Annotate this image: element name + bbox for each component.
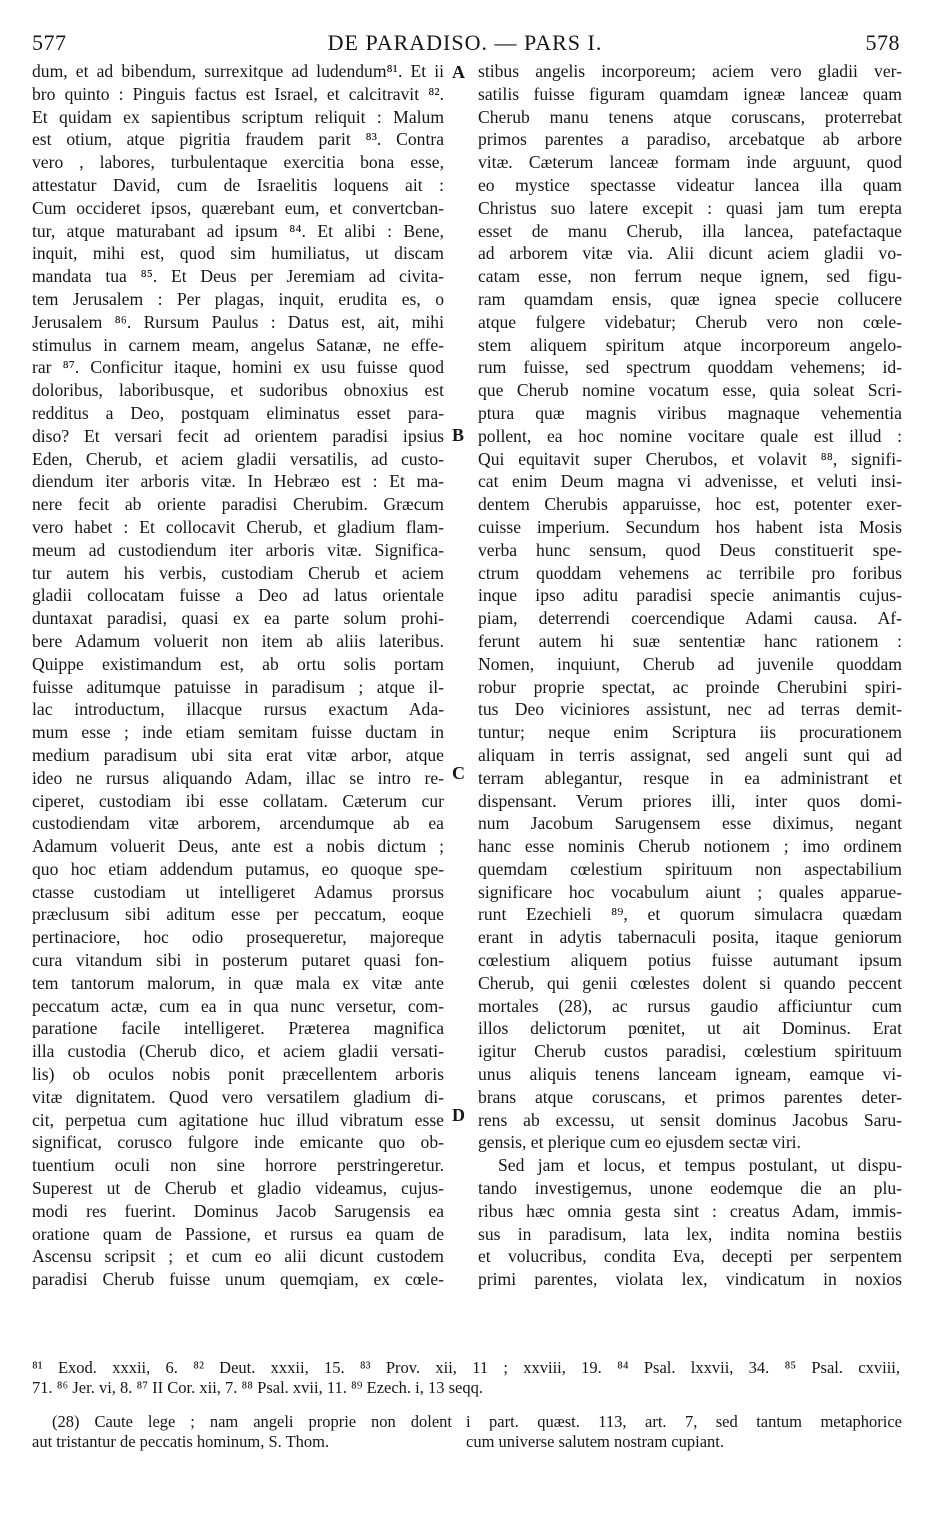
footnote-right <box>466 1412 902 1452</box>
left-column-line: cura vitandum sibi in posterum putaret quasi fon- <box>32 950 444 971</box>
right-column-line: unus aliquis tenens lanceam igneam, eamque vi- <box>478 1064 902 1085</box>
right-column-line: ferunt autem hi suæ sententiæ hanc rationem : <box>478 630 902 651</box>
left-column-line: Jerusalem ⁸⁶. Rursum Paulus : Datus est, ait, mihi <box>32 311 444 332</box>
right-column-line: satilis fuisse figuram quamdam igneæ lanceæ quam <box>478 83 902 104</box>
left-column-line: Et quidam ex sapientibus scriptum reliquit : Malum <box>32 106 444 127</box>
right-column-line: atque fulgere videbatur; Cherub vero non cœle- <box>478 311 902 332</box>
left-column-line: pertinaciore, hoc odio prosequeretur, majoreque <box>32 927 444 948</box>
reference-note-line: ⁸¹ Exod. xxxii, 6. ⁸² Deut. xxxii, 15. ⁸³ Prov. xii, 11 ; xxviii, 19. ⁸⁴ Psal. lxxvii, 34. ⁸⁵ Psal. cxviii, <box>32 1358 900 1377</box>
right-column-line: ad arborem vitæ via. Alii dicunt aciem gladii vo- <box>478 243 902 264</box>
right-column-line: aliquam in terris assignat, sed angeli sunt qui ad <box>478 744 902 765</box>
right-column-line: sus in paradisum, lata lex, indita nomina bestiis <box>478 1223 902 1244</box>
right-column-line: primos parentes a paradiso, arcebatque ab arbore <box>478 129 902 150</box>
left-column-line: bro quinto : Pinguis factus est Israel, et calcitravit ⁸². <box>32 83 444 104</box>
left-column-line: vitæ dignitatem. Quod vero versatilem gladium di- <box>32 1086 444 1107</box>
right-column-line: catam esse, non ferrum neque ignem, sed figu- <box>478 266 902 287</box>
left-column-line: inquit, mihi est, quod sim humiliatus, ut discam <box>32 243 444 264</box>
left-column-line: Ascensu scripsit ; et cum eo alii dicunt custodem <box>32 1246 444 1267</box>
right-column-line: rum fuisse, sed spectrum quoddam vehemens; id- <box>478 357 902 378</box>
right-column-line: que Cherub nomine vocatum esse, quia soleat Scri- <box>478 380 902 401</box>
left-column-line: stimulus in carnem meam, angelus Satanæ, ne effe- <box>32 334 444 355</box>
right-column-line: stem aliquem spiritum atque incorporeum angelo- <box>478 334 902 355</box>
right-column-line: num Jacobum Sarugensem esse diximus, negant <box>478 813 902 834</box>
right-column-line: mortales (28), ac rursus gaudio afficiuntur cum <box>478 995 902 1016</box>
left-column-line: gladii collocatam fuisse a Deo ad latus orientale <box>32 585 444 606</box>
right-column-line: dentem Cherubis apparuisse, hoc est, potenter exer- <box>478 494 902 515</box>
right-column-line: primi parentes, violata lex, vindicatum in noxios <box>478 1269 902 1290</box>
reference-note-line: 71. ⁸⁶ Jer. vi, 8. ⁸⁷ II Cor. xii, 7. ⁸⁸ Psal. xvii, 11. ⁸⁹ Ezech. i, 13 seqq. <box>32 1378 483 1397</box>
left-column-line: ideo ne rursus aliquando Adam, illac se intro re- <box>32 767 444 788</box>
right-column-line: et volucribus, condita Eva, decepti per serpentem <box>478 1246 902 1267</box>
running-title: DE PARADISO. — PARS I. <box>327 30 603 55</box>
right-column-line: inque ipso aditu paradisi specie animantis cujus- <box>478 585 902 606</box>
left-column-line: nere fecit ab oriente paradisi Cherubim. Græcum <box>32 494 444 515</box>
section-marker-a: A <box>452 62 465 82</box>
right-column-line: Cherub manu tenens atque coruscans, proterrebat <box>478 106 902 127</box>
right-column-line: robur proprie spectat, ac proinde Cherubini spiri- <box>478 676 902 697</box>
right-column-line: gensis, et plerique cum eo ejusdem sectæ viri. <box>478 1132 801 1153</box>
left-column-line: attestatur David, cum de Israelitis loquens ait : <box>32 174 444 195</box>
left-column-line: mum esse ; inde etiam semitam fuisse ductam in <box>32 722 444 743</box>
right-column-line: quemdam cœlestium spirituum non aspectabilium <box>478 858 902 879</box>
footnote-left <box>32 1412 452 1452</box>
right-column-line: Qui equitavit super Cherubos, et volavit ⁸⁸, signifi- <box>478 448 902 469</box>
left-column-line: præclusum sibi aditum esse per peccatum, eoque <box>32 904 444 925</box>
right-column-line: tando investigemus, unone eodemque die an plu- <box>478 1178 902 1199</box>
right-column-line: pollent, ea hoc nomine vocitare quale est illud : <box>478 425 902 446</box>
left-column-line: Quippe existimandum est, ab ortu solis portam <box>32 653 444 674</box>
left-column-line: rar ⁸⁷. Conficitur itaque, homini ex usu fuisse quod <box>32 357 444 378</box>
left-column-line: dum, et ad bibendum, surrexitque ad ludendum⁸¹. Et ii <box>32 61 444 81</box>
reference-notes <box>32 1358 900 1398</box>
page-number-right: 578 <box>865 30 900 55</box>
right-column-line: esset de manu Cherub, illa lancea, patefactaque <box>478 220 902 241</box>
left-column-line: tem tantorum malorum, in quæ mala ex vitæ ante <box>32 972 444 993</box>
left-column-line: redditus a Deo, postquam eliminatus esset para- <box>32 402 444 423</box>
right-column-line: piam, deterrendi coercendique Adami causa. Af- <box>478 608 902 629</box>
left-column-line: tur, atque maturabant ad ipsum ⁸⁴. Et alibi : Bene, <box>32 220 444 241</box>
left-column-line: ctasse custodiam ut intelligeret Adamus prorsus <box>32 881 444 902</box>
left-column-line: est otium, atque pigritia fraudem parit ⁸³. Contra <box>32 129 444 150</box>
left-column-line: diendum iter arboris vitæ. In Hebræo est : Et ma- <box>32 471 444 492</box>
left-column-line: vero , labores, turbulentaque exercitia bona esse, <box>32 152 444 173</box>
right-column-line: cœlestium aliquem potius fuisse autumant ipsum <box>478 950 902 971</box>
left-column-line: ciperet, custodiam ibi esse collatam. Cæterum cur <box>32 790 444 811</box>
right-column-line: runt Ezechieli ⁸⁹, et quorum simulacra quædam <box>478 904 902 925</box>
left-column-line: lac introductum, illacque rursus exactum Ada- <box>32 699 444 720</box>
right-column-line: Cherub, qui genii cœlestes dolent si quando peccent <box>478 972 902 993</box>
left-column <box>32 60 444 1291</box>
right-column-line: erant in adytis tabernaculi posita, itaque geniorum <box>478 927 902 948</box>
right-column-line: cat enim Deum magna vi advenisse, et veluti insi- <box>478 471 902 492</box>
right-column-line: brans atque coruscans, et primos parentes deter- <box>478 1086 902 1107</box>
left-column-line: modi res fuerint. Dominus Jacob Sarugensis ea <box>32 1200 444 1221</box>
left-column-line: quo hoc etiam addendum putamus, eo quoque spe- <box>32 858 444 879</box>
left-column-line: lis) ob oculos nobis ponit præcellentem arboris <box>32 1064 444 1085</box>
left-column-line: doloribus, laboribusque, et sudoribus obnoxius est <box>32 380 444 401</box>
right-column-line: Sed jam et locus, et tempus postulant, ut dispu- <box>498 1155 902 1176</box>
page-number-left: 577 <box>32 30 67 55</box>
right-column-line: rens ab excessu, ut sensit dominus Jacobus Saru- <box>478 1109 902 1130</box>
right-column-line: cuisse imperium. Secundum hos habent ista Mosis <box>478 516 902 537</box>
left-column-line: paratione facile intelligeret. Præterea magnifica <box>32 1018 444 1039</box>
left-column-line: tem Jerusalem : Per plagas, inquit, erudita es, o <box>32 288 444 309</box>
left-column-line: meum ad custodiendum iter arboris vitæ. Significa- <box>32 539 444 560</box>
left-column-line: tuentium oculi non sine horrore perstringeretur. <box>32 1155 444 1176</box>
right-column-line: stibus angelis incorporeum; aciem vero gladii ver- <box>478 61 902 81</box>
right-column <box>478 60 902 1291</box>
right-column-line: dispensant. Verum priores illi, inter quos domi- <box>478 790 902 811</box>
right-column-line: terram ablegantur, resque in ea administrant et <box>478 767 902 788</box>
footnote-left-line: aut tristantur de peccatis hominum, S. Thom. <box>32 1432 330 1451</box>
left-column-line: custodiendam vitæ arborem, arcendumque ab ea <box>32 813 444 834</box>
footnote-left-line: (28) Caute lege ; nam angeli proprie non dolent <box>52 1412 452 1431</box>
section-marker-c: C <box>452 763 465 783</box>
footnote-right-line: cum universe salutem nostram cupiant. <box>466 1432 724 1451</box>
right-column-line: vitæ. Cæterum lanceæ formam inde arguunt, quod <box>478 152 902 173</box>
left-column-line: Adamum voluerit Deus, ante est a nobis dictum ; <box>32 836 444 857</box>
left-column-line: bere Adamum voluerit non item ab aliis lateribus. <box>32 630 444 651</box>
right-column-line: ptura quæ magnis viribus magnaque vehementia <box>478 402 902 423</box>
left-column-line: cit, perpetua cum agitatione huc illud vibratum esse <box>32 1109 444 1130</box>
left-column-line: oratione quam de Passione, et rursus ea quam de <box>32 1223 444 1244</box>
left-column-line: diso? Et versari fecit ad orientem paradisi ipsius <box>32 425 444 446</box>
left-column-line: mandata tua ⁸⁵. Et Deus per Jeremiam ad civita- <box>32 266 444 287</box>
left-column-line: significat, corusco fulgore inde emicante quo ob- <box>32 1132 444 1153</box>
left-column-line: medium paradisum ubi sita erat vitæ arbor, atque <box>32 744 444 765</box>
right-column-line: ribus hæc omnia gesta sint : creatus Adam, immis- <box>478 1200 902 1221</box>
right-column-line: eo mystice spectasse videatur lancea illa quam <box>478 174 902 195</box>
left-column-line: paradisi Cherub fuisse unum quemqiam, ex cœle- <box>32 1269 444 1290</box>
left-column-line: duntaxat paradisi, quasi ex ea parte solum prohi- <box>32 608 444 629</box>
left-column-line: Cum occideret ipsos, quærebant eum, et convertcban- <box>32 197 444 218</box>
right-column-line: ctrum quoddam vehemens ac terribile pro foribus <box>478 562 902 583</box>
left-column-line: tur autem his verbis, custodiam Cherub et aciem <box>32 562 444 583</box>
right-column-line: illos delictorum pœnitet, ut ait Dominus. Erat <box>478 1018 902 1039</box>
left-column-line: vero habet : Et collocavit Cherub, et gladium flam- <box>32 516 444 537</box>
right-column-line: hanc esse nominis Cherub notionem ; imo ordinem <box>478 836 902 857</box>
left-column-line: fuisse aditumque patuisse in paradisum ; atque il- <box>32 676 444 697</box>
section-marker-b: B <box>452 425 465 445</box>
left-column-line: illa custodia (Cherub dico, et aciem gladii versati- <box>32 1041 444 1062</box>
section-marker-d: D <box>452 1105 465 1125</box>
right-column-line: Christus suo latere excepit : quasi jam tum erepta <box>478 197 902 218</box>
left-column-line: peccatum actæ, cum ea in qua nunc versetur, com- <box>32 995 444 1016</box>
right-column-line: igitur Cherub custos paradisi, cœlestium spirituum <box>478 1041 902 1062</box>
right-column-line: tus Deo viciniores assistunt, nec ad terras demit- <box>478 699 902 720</box>
left-column-line: Superest ut de Cherub et gladio videamus, cujus- <box>32 1178 444 1199</box>
right-column-line: ram quamdam ensis, quæ ignea specie collucere <box>478 288 902 309</box>
footnote-right-line: i part. quæst. 113, art. 7, sed tantum metaphorice <box>466 1412 902 1431</box>
left-column-line: Eden, Cherub, et aciem gladii versatilis, ad custo- <box>32 448 444 469</box>
right-column-line: Nomen, inquiunt, Cherub ad juvenile quoddam <box>478 653 902 674</box>
right-column-line: significare hoc vocabulum aiunt ; quales apparue- <box>478 881 902 902</box>
right-column-line: tuntur; neque enim Scriptura iis procurationem <box>478 722 902 743</box>
right-column-line: verba hunc sensum, quod Deus constituerit spe- <box>478 539 902 560</box>
